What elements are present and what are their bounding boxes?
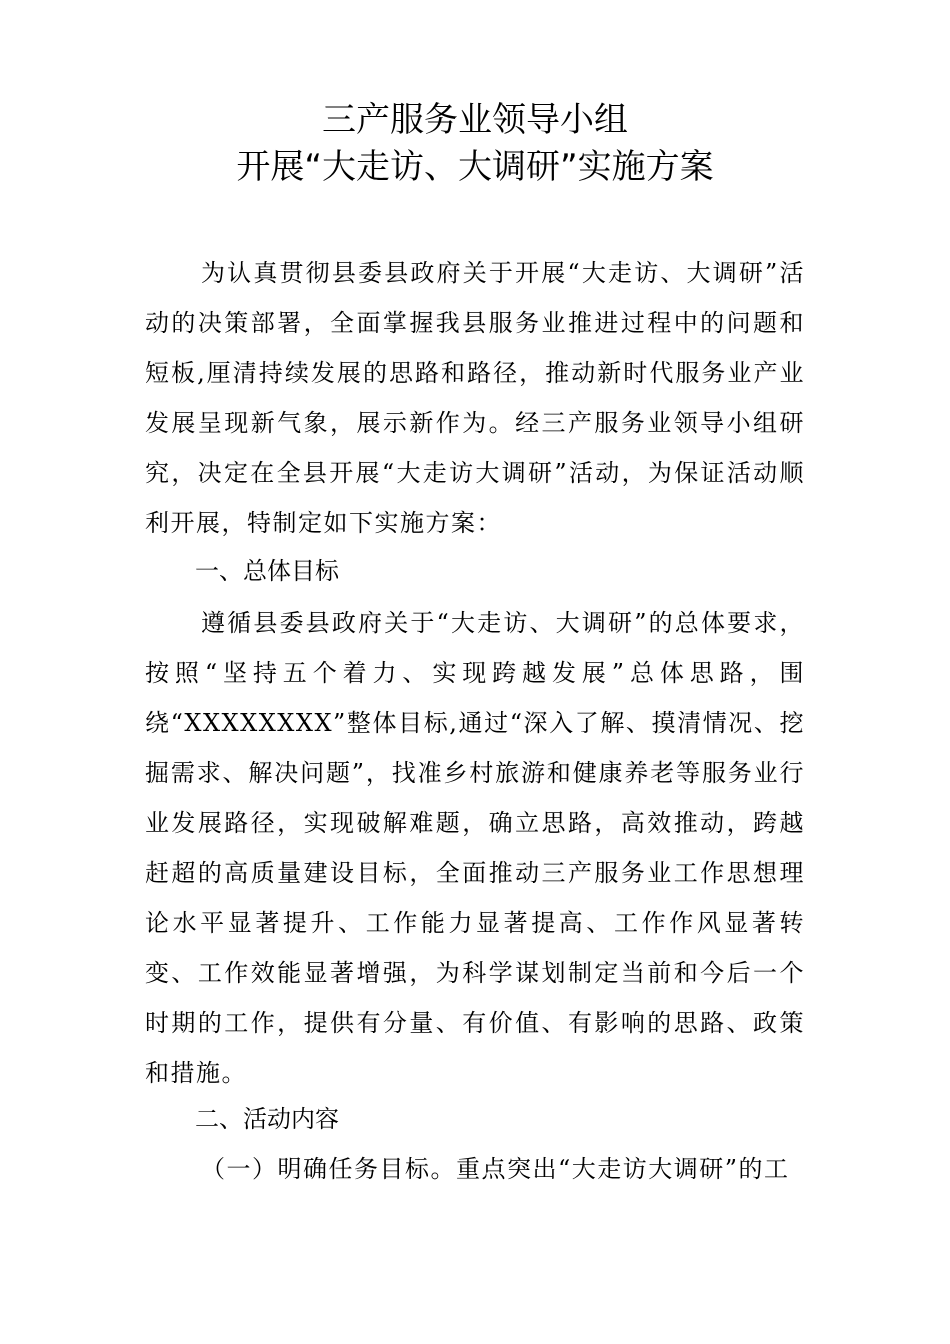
document-title-line-1: 三产服务业领导小组 <box>322 100 628 140</box>
section-heading-overall-goal: 一、总体目标 <box>195 557 339 585</box>
activity-content-paragraph: （一）明确任务目标。重点突出“大走访大调研”的工 <box>201 1155 790 1183</box>
overall-goal-paragraph: 遵循县委县政府关于“大走访、大调研”的总体要求，按照“坚持五个着力、实现跨越发展”总体思路，围绕“XXXXXXXX”整体目标,通过“深入了解、摸清情况、挖掘需求、解决问题”，找准乡村旅游和健康养老等服务业行业发展路径，实现破解难题，确立思路，高效推动，跨越赶超的高质量建设目标，全面推动三产服务业工作思想理论水平显著提升、工作能力显著提高、工作作风显著转变、工作效能显著增强，为科学谋划制定当前和今后一个时期的工作，提供有分量、有价值、有影响的思路、政策和措施。 <box>145 609 805 1087</box>
intro-paragraph: 为认真贯彻县委县政府关于开展“大走访、大调研”活动的决策部署，全面掌握我县服务业推进过程中的问题和短板,厘清持续发展的思路和路径，推动新时代服务业产业发展呈现新气象，展示新作为。经三产服务业领导小组研究，决定在全县开展“大走访大调研”活动，为保证活动顺利开展，特制定如下实施方案： <box>145 259 805 537</box>
section-heading-activity-content: 二、活动内容 <box>195 1105 339 1133</box>
document-title-line-2: 开展“大走访、大调研”实施方案 <box>236 147 714 187</box>
